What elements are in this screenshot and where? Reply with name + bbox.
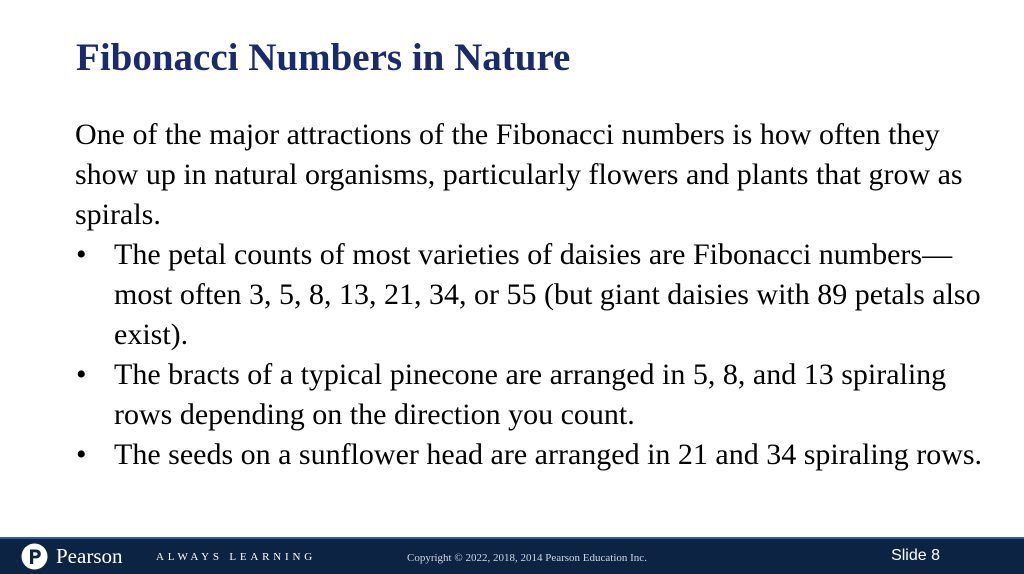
pearson-logo-icon	[21, 543, 48, 570]
slide-title: Fibonacci Numbers in Nature	[76, 36, 571, 79]
bullet-item	[75, 435, 995, 475]
copyright-text: Copyright © 2022, 2018, 2014 Pearson Education Inc.	[407, 552, 647, 564]
bullet-text: The bracts of a typical pinecone are arranged in 5, 8, and 13 spiraling rows depending on the direction you count.	[114, 358, 947, 431]
bullet-marker: •	[76, 438, 87, 471]
slide-body	[75, 115, 995, 475]
bullet-list	[75, 235, 995, 475]
bullet-marker: •	[76, 238, 87, 271]
bullet-text: The seeds on a sunflower head are arranged in 21 and 34 spiraling rows.	[114, 438, 983, 471]
bullet-text: The petal counts of most varieties of daisies are Fibonacci numbers—most often 3, 5, 8, 13, 21, 34, or 55 (but giant daisies with 89 petals also exist).	[114, 238, 981, 351]
brand-name: Pearson	[56, 544, 123, 568]
intro-paragraph: One of the major attractions of the Fibonacci numbers is how often they show up in natural organisms, particularly flowers and plants that grow as spirals.	[75, 118, 963, 231]
slide-number: Slide 8	[891, 547, 940, 564]
bullet-marker: •	[76, 358, 87, 391]
footer-accent-line	[0, 537, 1024, 539]
brand-tagline: ALWAYS LEARNING	[156, 551, 316, 563]
footer-bar	[0, 537, 1024, 574]
bullet-item	[75, 235, 995, 355]
bullet-item	[75, 355, 995, 435]
